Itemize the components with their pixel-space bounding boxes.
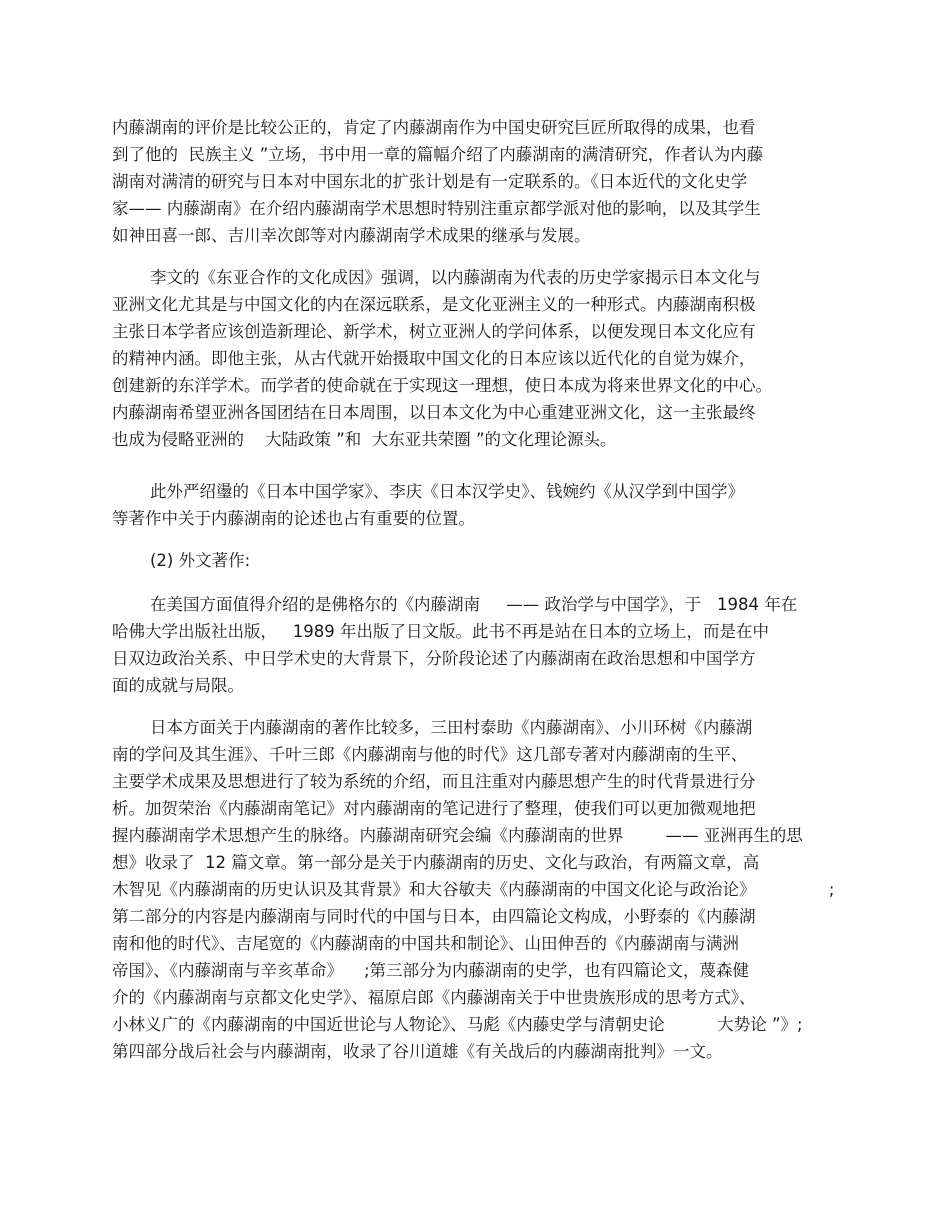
p3-line-1: 此外严绍璗的《日本中国学家》、李庆《日本汉学史》、钱婉约《从汉学到中国学》 bbox=[150, 482, 744, 501]
p6-line-1: 日本方面关于内藤湖南的著作比较多，三田村泰助《内藤湖南》、小川环树《内藤湖 bbox=[150, 718, 753, 737]
p2-line-1: 李文的《东亚合作的文化成因》强调，以内藤湖南为代表的历史学家揭示日本文化与 bbox=[150, 268, 761, 287]
p1-line-3: 湖南对满清的研究与日本对中国东北的扩张计划是有一定联系的。《日本近代的文化史学 bbox=[112, 172, 748, 191]
p6-line-7: 木智见《内藤湖南的历史认识及其背景》和大谷敏夫《内藤湖南的中国文化论与政治论》 ; bbox=[112, 880, 835, 899]
p6-line-12: 小林义广的《内藤湖南的中国近世论与人物论》、马彪《内藤史学与清朝史论 大势论 ”》; bbox=[112, 1015, 803, 1034]
p6-line-13: 第四部分战后社会与内藤湖南，收录了谷川道雄《有关战后的内藤湖南批判》一文。 bbox=[112, 1042, 723, 1061]
p2-line-5: 创建新的东洋学术。而学者的使命就在于实现这一理想，使日本成为将来世界文化的中心。 bbox=[112, 376, 772, 395]
p1-line-5: 如神田喜一郎、吉川幸次郎等对内藤湖南学术成果的继承与发展。 bbox=[112, 226, 591, 245]
p3-line-2: 等著作中关于内藤湖南的论述也占有重要的位置。 bbox=[112, 509, 475, 528]
p6-line-4: 析。加贺荣治《内藤湖南笔记》对内藤湖南的笔记进行了整理，使我们可以更加微观地把 bbox=[112, 799, 756, 818]
p6-line-3: 主要学术成果及思想进行了较为系统的介绍，而且注重对内藤思想产生的时代背景进行分 bbox=[112, 772, 756, 791]
p6-line-11: 介的《内藤湖南与京都文化史学》、福原启郎《内藤湖南关于中世贵族形成的思考方式》、 bbox=[112, 988, 756, 1007]
p1-line-4: 家—— 内藤湖南》在介绍内藤湖南学术思想时特别注重京都学派对他的影响，以及其学生 bbox=[112, 199, 761, 218]
p2-line-3: 主张日本学者应该创造新理论、新学术，树立亚洲人的学问体系，以便发现日本文化应有 bbox=[112, 322, 756, 341]
p6-line-8: 第二部分的内容是内藤湖南与同时代的中国与日本，由四篇论文构成，小野泰的《内藤湖 bbox=[112, 907, 756, 926]
p2-line-2: 亚洲文化尤其是与中国文化的内在深远联系，是文化亚洲主义的一种形式。内藤湖南积极 bbox=[112, 295, 756, 314]
p5-line-3: 日双边政治关系、中日学术史的大背景下，分阶段论述了内藤湖南在政治思想和中国学方 bbox=[112, 649, 756, 668]
p6-line-9: 南和他的时代》、吉尾宽的《内藤湖南的中国共和制论》、山田伸吾的《内藤湖南与满洲 bbox=[112, 934, 739, 953]
p5-line-4: 面的成就与局限。 bbox=[112, 676, 244, 695]
p2-line-4: 的精神内涵。即他主张，从古代就开始摄取中国文化的日本应该以近代化的自觉为媒介， bbox=[112, 349, 756, 368]
p6-line-6: 想》收录了 12 篇文章。第一部分是关于内藤湖南的历史、文化与政治，有两篇文章，高 bbox=[112, 853, 760, 872]
p5-line-2: 哈佛大学出版社出版， 1989 年出版了日文版。此书不再是站在日本的立场上，而是在中 bbox=[112, 622, 769, 641]
p2-line-7: 也成为侵略亚洲的 大陆政策 ”和 大东亚共荣圈 ”的文化理论源头。 bbox=[112, 430, 617, 449]
p1-line-1: 内藤湖南的评价是比较公正的，肯定了内藤湖南作为中国史研究巨匠所取得的成果，也看 bbox=[112, 118, 756, 137]
p6-line-2: 南的学问及其生涯》、千叶三郎《内藤湖南与他的时代》这几部专著对内藤湖南的生平、 bbox=[112, 745, 748, 764]
p2-line-6: 内藤湖南希望亚洲各国团结在日本周围，以日本文化为中心重建亚洲文化，这一主张最终 bbox=[112, 403, 756, 422]
p6-line-5: 握内藤湖南学术思想产生的脉络。内藤湖南研究会编《内藤湖南的世界 —— 亚洲再生的思 bbox=[112, 826, 803, 845]
p1-line-2: 到了他的 民族主义 ”立场，书中用一章的篇幅介绍了内藤湖南的满清研究，作者认为内藤 bbox=[112, 145, 764, 164]
p5-line-1: 在美国方面值得介绍的是佛格尔的《内藤湖南 —— 政治学与中国学》，于 1984 年在 bbox=[150, 595, 798, 614]
p6-line-10: 帝国》、《内藤湖南与辛亥革命》 ;第三部分为内藤湖南的史学，也有四篇论文，蔑森健 bbox=[112, 961, 750, 980]
section-heading-foreign-works: (2) 外文著作: bbox=[150, 551, 251, 570]
